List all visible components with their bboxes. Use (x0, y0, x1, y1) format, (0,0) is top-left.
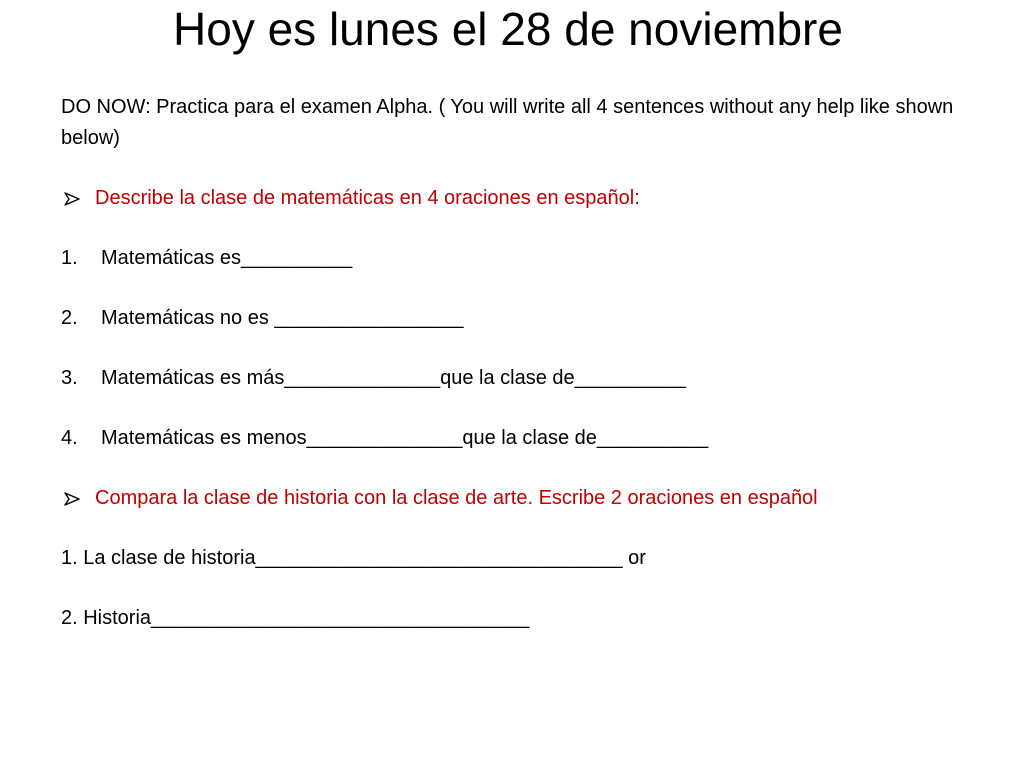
arrow-bullet-icon (61, 483, 95, 514)
math-heading-text: Describe la clase de matemáticas en 4 oraciones en español: (95, 187, 640, 209)
do-now-instructions: DO NOW: Practica para el examen Alpha. ( You will write all 4 sentences without any help like shown below) (61, 96, 954, 149)
list-item (61, 243, 1006, 274)
list-number: 3. (61, 367, 78, 389)
list-item (61, 423, 1006, 454)
slide-title: Hoy es lunes el 28 de noviembre (173, 3, 843, 55)
section-heading-history (61, 483, 1006, 514)
list-item: 1. La clase de historia_________________________________ or (61, 547, 646, 569)
list-number: 1. (61, 247, 78, 269)
list-item-text: Matemáticas es más______________que la clase de__________ (101, 367, 686, 389)
list-item (61, 363, 1006, 394)
history-heading-text: Compara la clase de historia con la clase de arte. Escribe 2 oraciones en español (95, 487, 818, 509)
section-heading-math (61, 183, 1006, 214)
list-item: 2. Historia__________________________________ (61, 607, 530, 629)
list-number: 4. (61, 427, 78, 449)
list-item-text: Matemáticas es menos______________que la clase de__________ (101, 427, 709, 449)
list-item-text: Matemáticas es__________ (101, 247, 353, 269)
list-item-text: Matemáticas no es _________________ (101, 307, 464, 329)
arrow-bullet-icon (61, 183, 95, 214)
list-item (61, 303, 1006, 334)
slide-body (61, 92, 1006, 634)
list-number: 2. (61, 307, 78, 329)
